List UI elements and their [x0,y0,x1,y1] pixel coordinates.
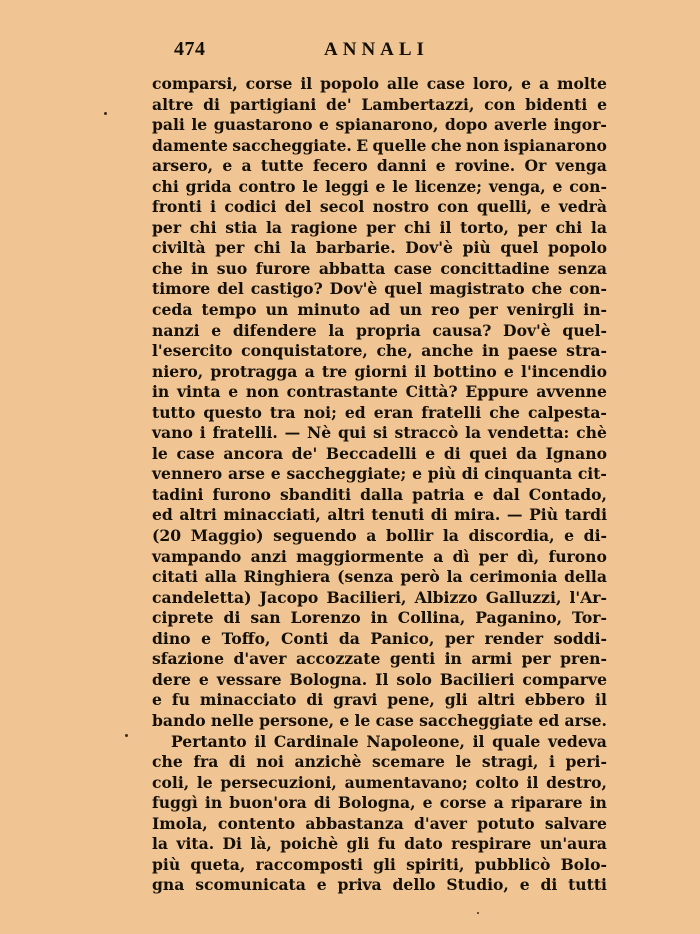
text-line: timore del castigo? Dov'è quel magistrato che con- [152,279,607,299]
text-line: fronti i codici del secol nostro con quelli, e vedrà [152,197,607,217]
text-line: per chi stia la ragione per chi il torto, per chi la [152,217,607,237]
text-line: (20 Maggio) seguendo a bollir la discordia, e di- [152,526,607,546]
text-line: pali le guastarono e spianarono, dopo averle ingor- [152,115,607,135]
text-line: chi grida contro le leggi e le licenze; venga, e con- [152,176,607,196]
paper-speck [125,734,128,737]
text-line: coli, le persecuzioni, aumentavano; colto il destro, [152,772,607,792]
paper-speck [477,912,479,914]
text-line: vennero arse e saccheggiate; e più di cinquanta cit- [152,464,607,484]
text-line: altre di partigiani de' Lambertazzi, con bidenti e [152,94,607,114]
text-line: fuggì in buon'ora di Bologna, e corse a riparare in [152,793,607,813]
text-line: dino e Toffo, Conti da Panico, per render soddi- [152,628,607,648]
text-line: gna scomunicata e priva dello Studio, e di tutti [152,875,607,895]
text-line: nanzi e difendere la propria causa? Dov'è quel- [152,320,607,340]
text-line: niero, protragga a tre giorni il bottino e l'incendio [152,361,607,381]
text-line: citati alla Ringhiera (senza però la cerimonia della [152,567,607,587]
text-line: tutto questo tra noi; ed eran fratelli che calpesta- [152,402,607,422]
text-line: arsero, e a tutte fecero danni e rovine. Or venga [152,156,607,176]
text-line: ciprete di san Lorenzo in Collina, Paganino, Tor- [152,608,607,628]
text-line: tadini furono sbanditi dalla patria e dal Contado, [152,484,607,504]
text-line: la vita. Di là, poichè gli fu dato respirare un'aura [152,834,607,854]
text-line: dere e vessare Bologna. Il solo Bacilieri comparve [152,669,607,689]
text-line: comparsi, corse il popolo alle case loro, e a molte [152,74,607,93]
text-line: più queta, raccomposti gli spiriti, pubblicò Bolo- [152,854,607,874]
text-line: civiltà per chi la barbarie. Dov'è più quel popolo [152,238,607,258]
text-line: Pertanto il Cardinale Napoleone, il quale vedeva [171,731,607,751]
page-number: 474 [174,38,206,60]
text-line: e fu minacciato di gravi pene, gli altri ebbero il [152,690,607,710]
text-line: Imola, contento abbastanza d'aver potuto salvare [152,813,607,833]
text-line: ed altri minacciati, altri tenuti di mira. — Più tardi [152,505,607,525]
running-title: ANNALI [324,39,429,60]
text-line: che in suo furore abbatta case concittadine senza [152,258,607,278]
text-line: vano i fratelli. — Nè qui si straccò la vendetta: chè [152,423,607,443]
text-line: in vinta e non contrastante Città? Eppure avvenne [152,382,607,402]
text-line: bando nelle persone, e le case saccheggiate ed arse. [152,710,607,730]
text-line: candeletta) Jacopo Bacilieri, Albizzo Galluzzi, l'Ar- [152,587,607,607]
paper-speck [104,112,107,115]
text-line: l'esercito conquistatore, che, anche in paese stra- [152,341,607,361]
text-line: ceda tempo un minuto ad un reo per venirgli in- [152,300,607,320]
text-line: vampando anzi maggiormente a dì per dì, furono [152,546,607,566]
text-line: sfazione d'aver accozzate genti in armi per pren- [152,649,607,669]
text-line: damente saccheggiate. E quelle che non ispianarono [152,135,607,155]
running-header [174,38,606,64]
text-line: le case ancora de' Beccadelli e di quei da Ignano [152,443,607,463]
text-line: che fra di noi anzichè scemare le stragi, i peri- [152,752,607,772]
body-text [152,74,607,896]
